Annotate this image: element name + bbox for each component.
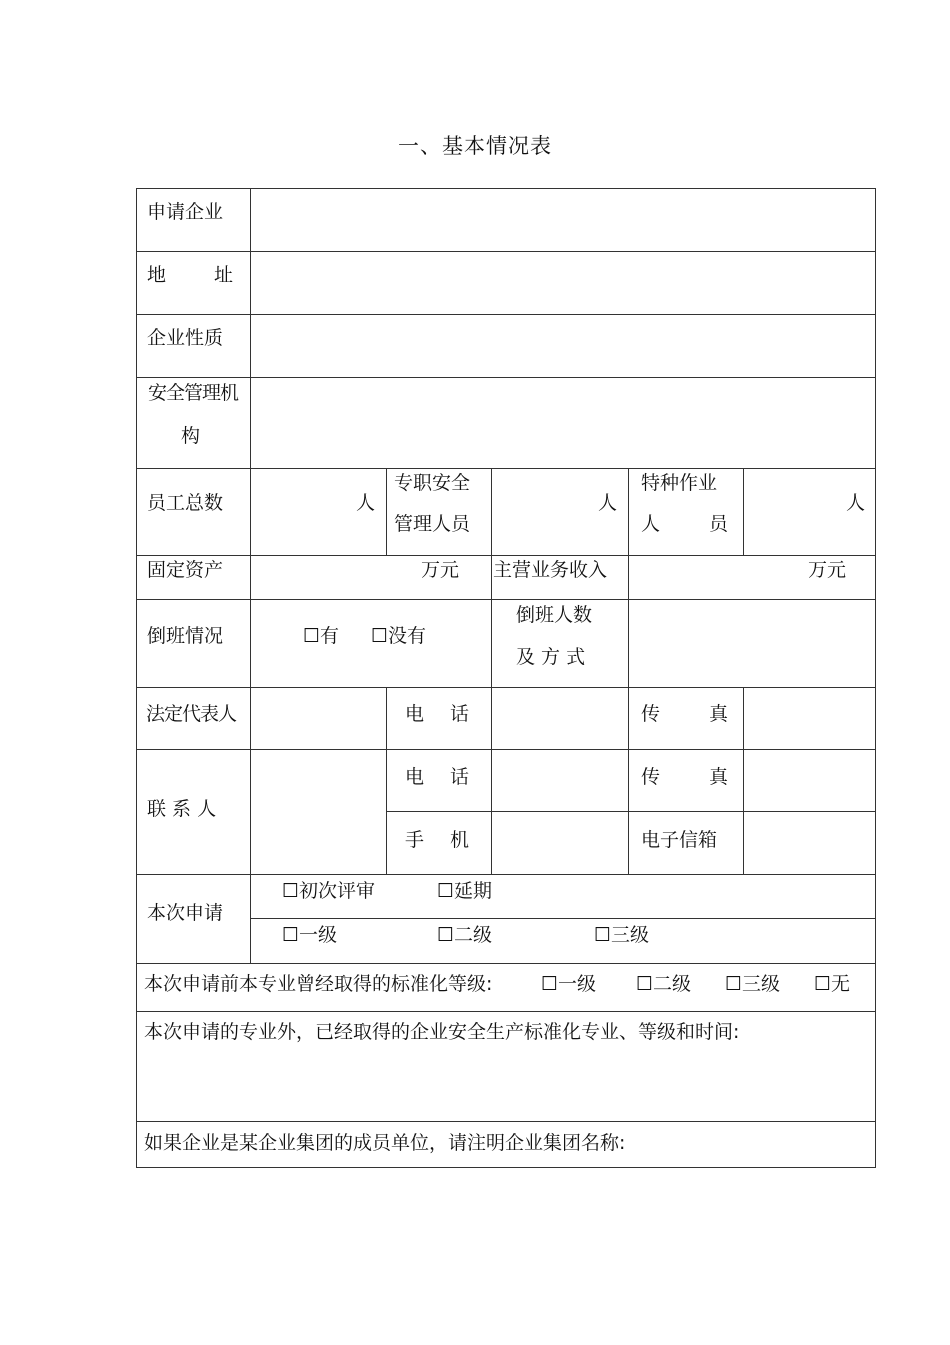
staff-total-label: 员工总数 bbox=[147, 492, 224, 514]
table-border-left bbox=[136, 188, 137, 1168]
applicant-label: 申请企业 bbox=[147, 201, 224, 223]
nature-label: 企业性质 bbox=[147, 327, 224, 349]
application-level1-checkbox[interactable]: ☐一级 bbox=[282, 924, 338, 946]
fulltime-safety-label-line2: 管理人员 bbox=[394, 513, 471, 535]
special-ops-label-line2-left: 人 bbox=[641, 513, 661, 535]
legal-rep-fax-left: 传 bbox=[641, 703, 661, 725]
shift-option-yes[interactable]: ☐有 bbox=[303, 625, 340, 647]
row-divider bbox=[136, 314, 876, 315]
row-divider bbox=[136, 749, 876, 750]
table-border-bottom bbox=[136, 1167, 876, 1168]
column-divider bbox=[743, 468, 744, 556]
column-divider bbox=[491, 687, 492, 875]
contact-mobile-left: 手 bbox=[405, 829, 425, 851]
application-first-review-checkbox[interactable]: ☐初次评审 bbox=[282, 880, 376, 902]
contact-phone-right: 话 bbox=[450, 766, 470, 788]
previous-level-opt1-checkbox[interactable]: ☐一级 bbox=[541, 973, 597, 995]
contact-phone-left: 电 bbox=[405, 766, 425, 788]
row-divider bbox=[136, 555, 876, 556]
fulltime-safety-label-line1: 专职安全 bbox=[394, 472, 471, 494]
legal-rep-fax-right: 真 bbox=[709, 703, 729, 725]
row-divider bbox=[136, 468, 876, 469]
revenue-unit: 万元 bbox=[808, 559, 847, 581]
fixed-assets-unit: 万元 bbox=[421, 559, 460, 581]
application-extension-checkbox[interactable]: ☐延期 bbox=[437, 880, 493, 902]
column-divider bbox=[386, 687, 387, 875]
special-ops-label-line2-right: 员 bbox=[709, 513, 729, 535]
contact-email-label: 电子信箱 bbox=[641, 829, 718, 851]
column-divider bbox=[386, 468, 387, 556]
shift-count-label-line2: 及 方 式 bbox=[516, 646, 586, 668]
shift-count-label-line1: 倒班人数 bbox=[516, 604, 593, 626]
row-divider bbox=[136, 1011, 876, 1012]
special-ops-unit: 人 bbox=[846, 492, 866, 514]
contact-label: 联 系 人 bbox=[147, 798, 217, 820]
column-divider bbox=[628, 468, 629, 688]
row-divider bbox=[386, 811, 876, 812]
table-border-top bbox=[136, 188, 876, 189]
revenue-label: 主营业务收入 bbox=[493, 559, 608, 581]
group-text: 如果企业是某企业集团的成员单位，请注明企业集团名称: bbox=[144, 1132, 626, 1154]
staff-total-unit: 人 bbox=[356, 492, 376, 514]
column-divider bbox=[628, 687, 629, 875]
shift-option-no[interactable]: ☐没有 bbox=[371, 625, 427, 647]
table-border-right bbox=[875, 188, 876, 1168]
legal-rep-phone-left: 电 bbox=[405, 703, 425, 725]
row-divider bbox=[136, 874, 876, 875]
contact-mobile-right: 机 bbox=[450, 829, 470, 851]
row-divider bbox=[136, 963, 876, 964]
row-divider bbox=[250, 918, 876, 919]
row-divider bbox=[136, 251, 876, 252]
column-divider bbox=[743, 687, 744, 875]
row-divider bbox=[136, 377, 876, 378]
application-label: 本次申请 bbox=[147, 902, 224, 924]
address-label-left: 地 bbox=[147, 264, 167, 286]
safety-org-label-line1: 安全管理机 bbox=[148, 382, 239, 404]
contact-fax-left: 传 bbox=[641, 766, 661, 788]
application-level3-checkbox[interactable]: ☐三级 bbox=[594, 924, 650, 946]
legal-rep-phone-right: 话 bbox=[450, 703, 470, 725]
fixed-assets-label: 固定资产 bbox=[147, 559, 224, 581]
row-divider bbox=[136, 687, 876, 688]
column-divider bbox=[250, 188, 251, 964]
shift-label: 倒班情况 bbox=[147, 625, 224, 647]
previous-level-text: 本次申请前本专业曾经取得的标准化等级: bbox=[144, 973, 493, 995]
contact-fax-right: 真 bbox=[709, 766, 729, 788]
legal-rep-label: 法定代表人 bbox=[146, 703, 237, 725]
previous-level-opt4-checkbox[interactable]: ☐无 bbox=[814, 973, 851, 995]
address-label-right: 址 bbox=[214, 264, 234, 286]
previous-level-opt2-checkbox[interactable]: ☐二级 bbox=[636, 973, 692, 995]
other-majors-text: 本次申请的专业外，已经取得的企业安全生产标准化专业、等级和时间: bbox=[144, 1021, 740, 1043]
page-title: 一、基本情况表 bbox=[398, 134, 552, 158]
application-level2-checkbox[interactable]: ☐二级 bbox=[437, 924, 493, 946]
fulltime-safety-unit: 人 bbox=[598, 492, 618, 514]
safety-org-label-line2: 构 bbox=[181, 425, 201, 447]
row-divider bbox=[136, 1121, 876, 1122]
row-divider bbox=[136, 599, 876, 600]
special-ops-label-line1: 特种作业 bbox=[641, 472, 718, 494]
column-divider bbox=[491, 468, 492, 688]
previous-level-opt3-checkbox[interactable]: ☐三级 bbox=[725, 973, 781, 995]
